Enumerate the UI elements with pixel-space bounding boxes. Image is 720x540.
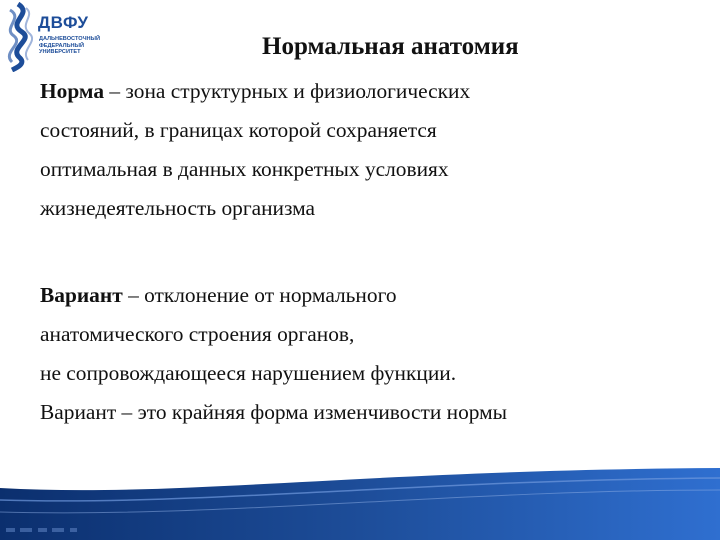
logo-subtitle-line: УНИВЕРСИТЕТ — [39, 49, 81, 56]
slide-title: Нормальная анатомия — [262, 33, 519, 60]
variant-definition-line: анатомического строения органов, — [40, 322, 355, 346]
norm-definition-line: оптимальная в данных конкретных условиях — [40, 157, 449, 181]
variant-term: Вариант — [40, 283, 123, 307]
norm-definition — [40, 72, 470, 228]
dvfu-logo — [4, 2, 108, 78]
norm-term: Норма — [40, 79, 105, 103]
variant-definition — [40, 276, 507, 432]
variant-definition-line — [40, 276, 507, 315]
norm-definition-line: жизнедеятельность организма — [40, 196, 316, 220]
norm-definition-line: состояний, в границах которой сохраняется — [40, 118, 437, 142]
logo-subtitle-line: ДАЛЬНЕВОСТОЧНЫЙ — [39, 36, 101, 42]
logo-wordmark: ДВФУ — [38, 13, 89, 32]
footer-wave-band — [0, 468, 720, 540]
norm-definition-line — [40, 72, 470, 111]
logo-subtitle-line: ФЕДЕРАЛЬНЫЙ — [39, 42, 85, 49]
dvfu-emblem-icon — [4, 2, 38, 72]
logo-subtitle — [39, 36, 107, 56]
variant-definition-line: не сопровождающееся нарушением функции. — [40, 361, 457, 385]
variant-definition-text: – отклонение от нормального — [122, 283, 397, 307]
variant-definition-line: Вариант – это крайняя форма изменчивости нормы — [40, 400, 508, 424]
norm-definition-text: – зона структурных и физиологических — [104, 79, 471, 103]
